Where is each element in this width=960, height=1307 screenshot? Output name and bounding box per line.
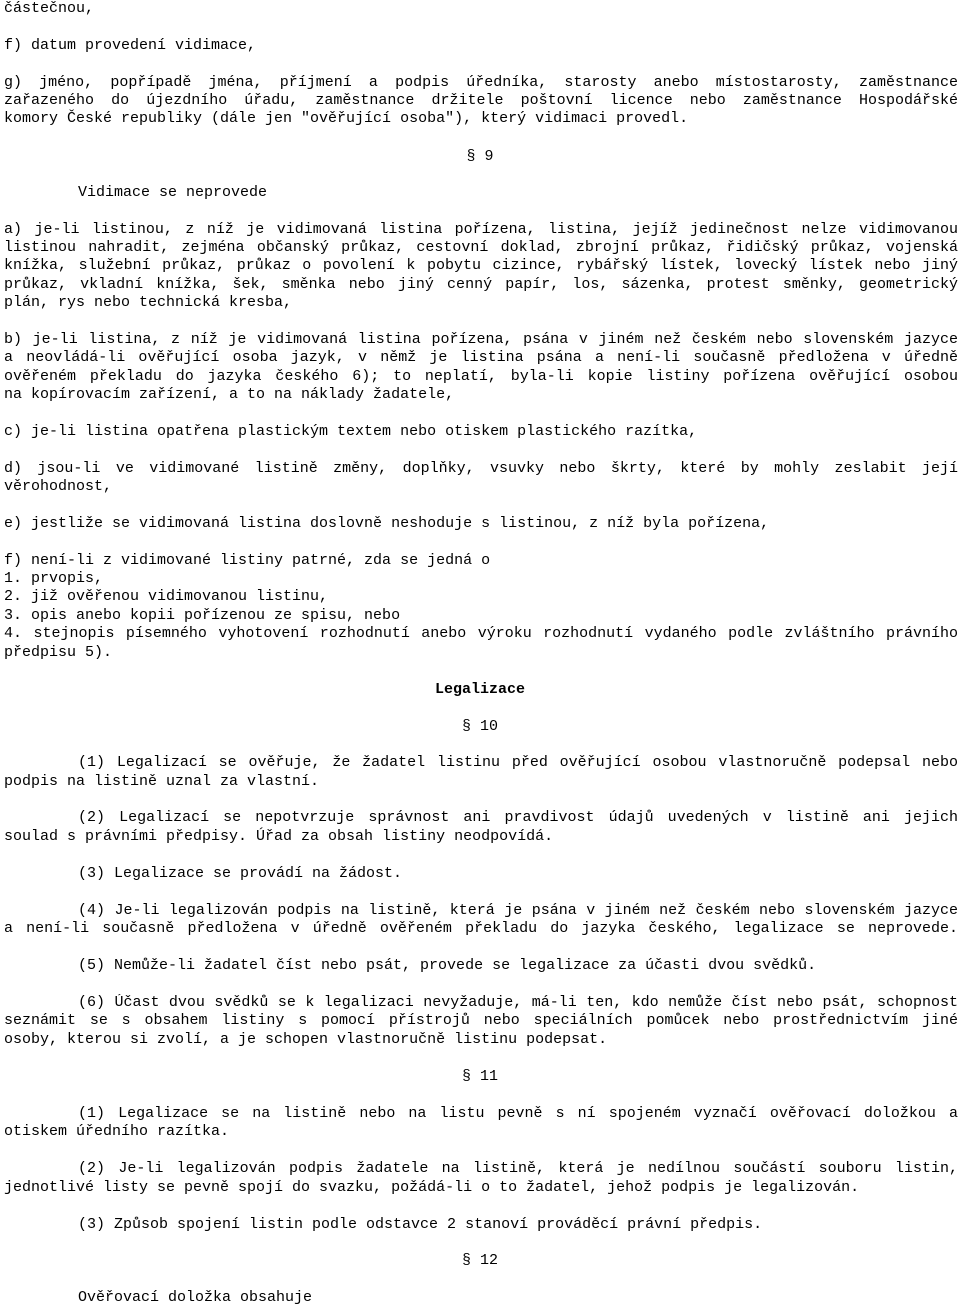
- list-item: 3. opis anebo kopii pořízenou ze spisu, nebo: [4, 607, 401, 624]
- list-item: f) není-li z vidimované listiny patrné, zda se jedná o: [4, 552, 491, 569]
- text-line: knížka, služební průkaz, průkaz o povolení k pobytu cizince, rybářský lístek, lovecký lístek nebo jiný: [4, 257, 958, 274]
- text-line: seznámit se s obsahem listiny s pomocí přístrojů nebo speciálních pomůcek nebo prostřednictvím jiné: [4, 1012, 958, 1029]
- text-line: a není-li současně předložena v úředně ověřeném překladu do jazyka českého, legalizace se neprovede.: [4, 920, 958, 937]
- list-item: 4. stejnopis písemného vyhotovení rozhodnutí anebo výroku rozhodnutí vydaného podle zvláštního právního: [4, 625, 958, 642]
- text-line: plán, rys nebo technická kresba,: [4, 294, 293, 311]
- text-line: průkaz, vkladní knížka, šek, směnka nebo jiný cenný papír, los, sázenka, protest směnky, geometrický: [4, 276, 958, 293]
- paragraph-line: (2) Legalizací se nepotvrzuje správnost ani pravdivost údajů uvedených v listině ani jejich: [78, 809, 958, 826]
- section-subheading: Vidimace se neprovede: [78, 184, 268, 201]
- section-heading: § 12: [461, 1252, 498, 1269]
- list-item: b) je-li listina, z níž je vidimovaná listina pořízena, psána v jiném než českém nebo slovenském jazyce: [4, 331, 958, 348]
- text-line: na kopírovacím zařízení, a to na náklady žadatele,: [4, 386, 455, 403]
- text-line: komory České republiky (dále jen "ověřující osoba"), který vidimaci provedl.: [4, 110, 689, 127]
- text-line: jednotlivé listy se pevně spojí do svazku, požádá-li o to žadatel, jehož podpis je legalizován.: [4, 1179, 860, 1196]
- paragraph-line: (3) Legalizace se provádí na žádost.: [78, 865, 403, 882]
- text-line: zařazeného do újezdního úřadu, zaměstnance držitele poštovní licence nebo zaměstnance Hospodářské: [4, 92, 958, 109]
- section-subheading: Ověřovací doložka obsahuje: [78, 1289, 313, 1306]
- text-line: otiskem úředního razítka.: [4, 1123, 230, 1140]
- paragraph-line: (4) Je-li legalizován podpis na listině, která je psána v jiném než českém nebo slovenském jazyce: [78, 902, 958, 919]
- list-item: e) jestliže se vidimovaná listina doslovně neshoduje s listinou, z níž byla pořízena,: [4, 515, 770, 532]
- section-heading: § 9: [466, 148, 494, 165]
- list-item: a) je-li listinou, z níž je vidimovaná listina pořízena, listina, jejíž jedinečnost nelze vidimovanou: [4, 221, 958, 238]
- text-line: věrohodnost,: [4, 478, 113, 495]
- list-item: 1. prvopis,: [4, 570, 104, 587]
- text-line: osoby, kterou si zvolí, a je schopen vlastnoručně listinu podepsat.: [4, 1031, 608, 1048]
- paragraph-line: (2) Je-li legalizován podpis žadatele na listině, která je nedílnou součástí souboru listin,: [78, 1160, 958, 1177]
- list-item: 2. již ověřenou vidimovanou listinu,: [4, 588, 329, 605]
- section-heading: § 10: [461, 718, 498, 735]
- paragraph-line: (1) Legalizací se ověřuje, že žadatel listinu před ověřující osobou vlastnoručně podepsal nebo: [78, 754, 958, 771]
- paragraph-line: (3) Způsob spojení listin podle odstavce 2 stanoví prováděcí právní předpis.: [78, 1216, 763, 1233]
- section-heading: § 11: [461, 1068, 498, 1085]
- text-line: listinou nahradit, zejména občanský průkaz, cestovní doklad, zbrojní průkaz, řidičský průkaz, vojenská: [4, 239, 958, 256]
- text-line: předpisu 5).: [4, 644, 113, 661]
- list-item: g) jméno, popřípadě jména, příjmení a podpis úředníka, starosty anebo místostarosty, zaměstnance: [4, 74, 958, 91]
- text-line: částečnou,: [4, 0, 95, 17]
- section-title: Legalizace: [434, 681, 525, 698]
- text-line: a neovládá-li ověřující osoba jazyk, v němž je listina psána a není-li současně předložena v úředně: [4, 349, 958, 366]
- list-item: c) je-li listina opatřena plastickým textem nebo otiskem plastického razítka,: [4, 423, 698, 440]
- text-line: podpis na listině uznal za vlastní.: [4, 773, 320, 790]
- list-item: d) jsou-li ve vidimované listině změny, doplňky, vsuvky nebo škrty, které by mohly zeslabit její: [4, 460, 958, 477]
- paragraph-line: (1) Legalizace se na listině nebo na listu pevně s ní spojeném vyznačí ověřovací doložkou a: [78, 1105, 958, 1122]
- list-item: f) datum provedení vidimace,: [4, 37, 257, 54]
- paragraph-line: (6) Účast dvou svědků se k legalizaci nevyžaduje, má-li ten, kdo nemůže číst nebo psát, schopnost: [78, 994, 958, 1011]
- text-line: ověřeném překladu do jazyka českého 6); to neplatí, byla-li kopie listiny pořízena ověřující osobou: [4, 368, 958, 385]
- paragraph-line: (5) Nemůže-li žadatel číst nebo psát, provede se legalizace za účasti dvou svědků.: [78, 957, 817, 974]
- text-line: soulad s právními předpisy. Úřad za obsah listiny neodpovídá.: [4, 828, 554, 845]
